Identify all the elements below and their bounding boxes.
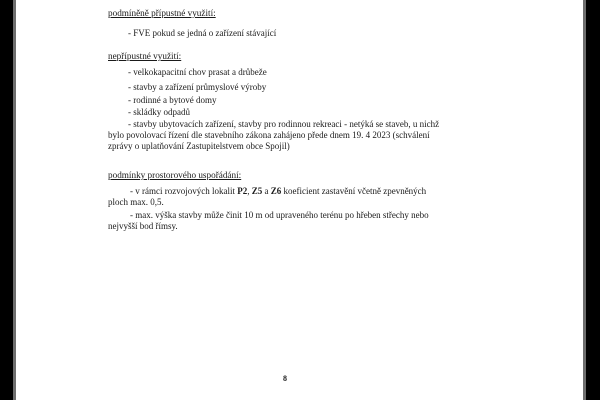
prohibited-use-item: - skládky odpadů [128,107,190,117]
spatial-condition-text: - v rámci rozvojových lokalit [130,186,238,196]
prohibited-use-item: - velkokapacitní chov prasat a drůbeže [128,67,267,77]
right-frame-border [583,0,586,400]
spatial-condition-line: - max. výška stavby může činit 10 m od upraveného terénu po hřeben střechy nebo [130,210,429,220]
heading-prohibited-use: nepřípustné využití: [108,51,182,61]
locality-code-z5: Z5 [251,186,263,196]
document-page [16,0,583,400]
prohibited-use-paragraph-line: - stavby ubytovacích zařízení, stavby pro rodinnou rekreaci - netýká se staveb, u nichž [128,119,440,129]
spatial-condition-line: ploch max. 0,5. [108,197,164,207]
conditional-use-item: - FVE pokud se jedná o zařízení stávající [128,28,277,38]
heading-spatial-conditions: podmínky prostorového uspořádání: [108,170,242,180]
prohibited-use-paragraph-line: bylo povolovací řízení dle stavebního zákona zahájeno přede dnem 19. 4 2023 (schválení [108,130,430,140]
locality-code-z6: Z6 [270,186,282,196]
prohibited-use-paragraph-line: zprávy o uplatňování Zastupitelstvem obce Spojil) [108,141,290,151]
separator-text: , [247,186,252,196]
heading-conditional-use: podmíněně přípustné využití: [108,8,216,18]
separator-text: a [262,186,271,196]
prohibited-use-item: - rodinné a bytové domy [128,95,217,105]
spatial-condition-line [130,186,426,197]
spatial-condition-text: koeficient zastavění včetně zpevněných [281,186,427,196]
prohibited-use-item: - stavby a zařízení průmyslové výroby [128,82,267,92]
page-number: 8 [283,374,287,383]
locality-code-p2: P2 [237,186,248,196]
spatial-condition-line: nejvyšší bod římsy. [108,221,178,231]
